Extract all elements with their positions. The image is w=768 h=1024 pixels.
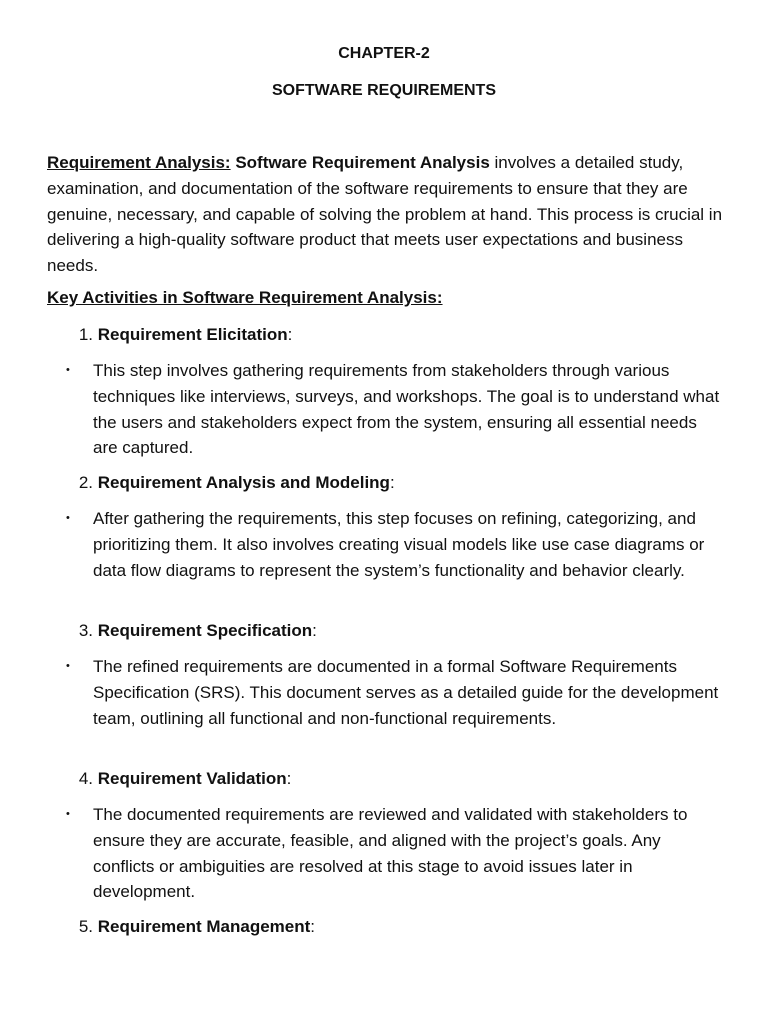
list-item-number-3 [47, 618, 317, 644]
item-suffix: : [312, 621, 317, 640]
item-number: 1. [78, 325, 93, 344]
item-label: Requirement Specification [97, 621, 313, 640]
item-suffix: : [286, 769, 292, 788]
chapter-title: SOFTWARE REQUIREMENTS [271, 82, 496, 99]
list-item-number-2 [47, 470, 395, 496]
list-item-number-4 [47, 766, 291, 792]
list-item-number-5 [47, 914, 315, 940]
item-label: Requirement Validation [97, 769, 287, 788]
item-suffix: : [389, 473, 395, 492]
intro-paragraph [47, 150, 727, 279]
item-number: 5. [78, 917, 93, 936]
intro-term: Software Requirement Analysis [235, 153, 490, 172]
item-number: 3. [78, 621, 93, 640]
bullet-icon: • [66, 364, 70, 376]
bullet-text: The documented requirements are reviewed and validated with stakeholders to ensure they are accurate, feasible, and aligned with the project’s goals. Any conflicts or ambiguities are resolved at this stage to avoid issues later in development. [93, 805, 688, 902]
intro-text: involves a detailed study, examination, and documentation of the software requirements to ensure that they are genuine, necessary, and capable of solving the problem at hand. This process is crucial in delivering a high-quality software product that meets user expectations and business needs. [47, 153, 723, 276]
key-activities-heading: Key Activities in Software Requirement Analysis: [47, 288, 443, 307]
bullet-icon: • [66, 660, 70, 672]
item-number: 2. [78, 473, 93, 492]
bullet-text: After gathering the requirements, this step focuses on refining, categorizing, and prioritizing them. It also involves creating visual models like use case diagrams or data flow diagrams to represent the system’s functionality and behavior clearly. [93, 509, 705, 580]
item-number: 4. [78, 769, 93, 788]
item-label: Requirement Analysis and Modeling [97, 473, 390, 492]
bullet-text: The refined requirements are documented in a formal Software Requirements Specification (SRS). This document serves as a detailed guide for the development team, outlining all functional and non-functional requirements. [93, 657, 719, 728]
intro-heading: Requirement Analysis: [47, 153, 231, 172]
item-suffix: : [287, 325, 293, 344]
item-suffix: : [310, 917, 316, 936]
list-item-number-1 [47, 322, 292, 348]
chapter-number: CHAPTER-2 [338, 45, 430, 62]
bullet-icon: • [66, 808, 70, 820]
item-label: Requirement Elicitation [97, 325, 288, 344]
bullet-icon: • [66, 512, 70, 524]
bullet-text: This step involves gathering requirements from stakeholders through various techniques like interviews, surveys, and workshops. The goal is to understand what the users and stakeholders expect from the system, ensuring all essential needs are captured. [93, 361, 720, 458]
item-label: Requirement Management [97, 917, 311, 936]
